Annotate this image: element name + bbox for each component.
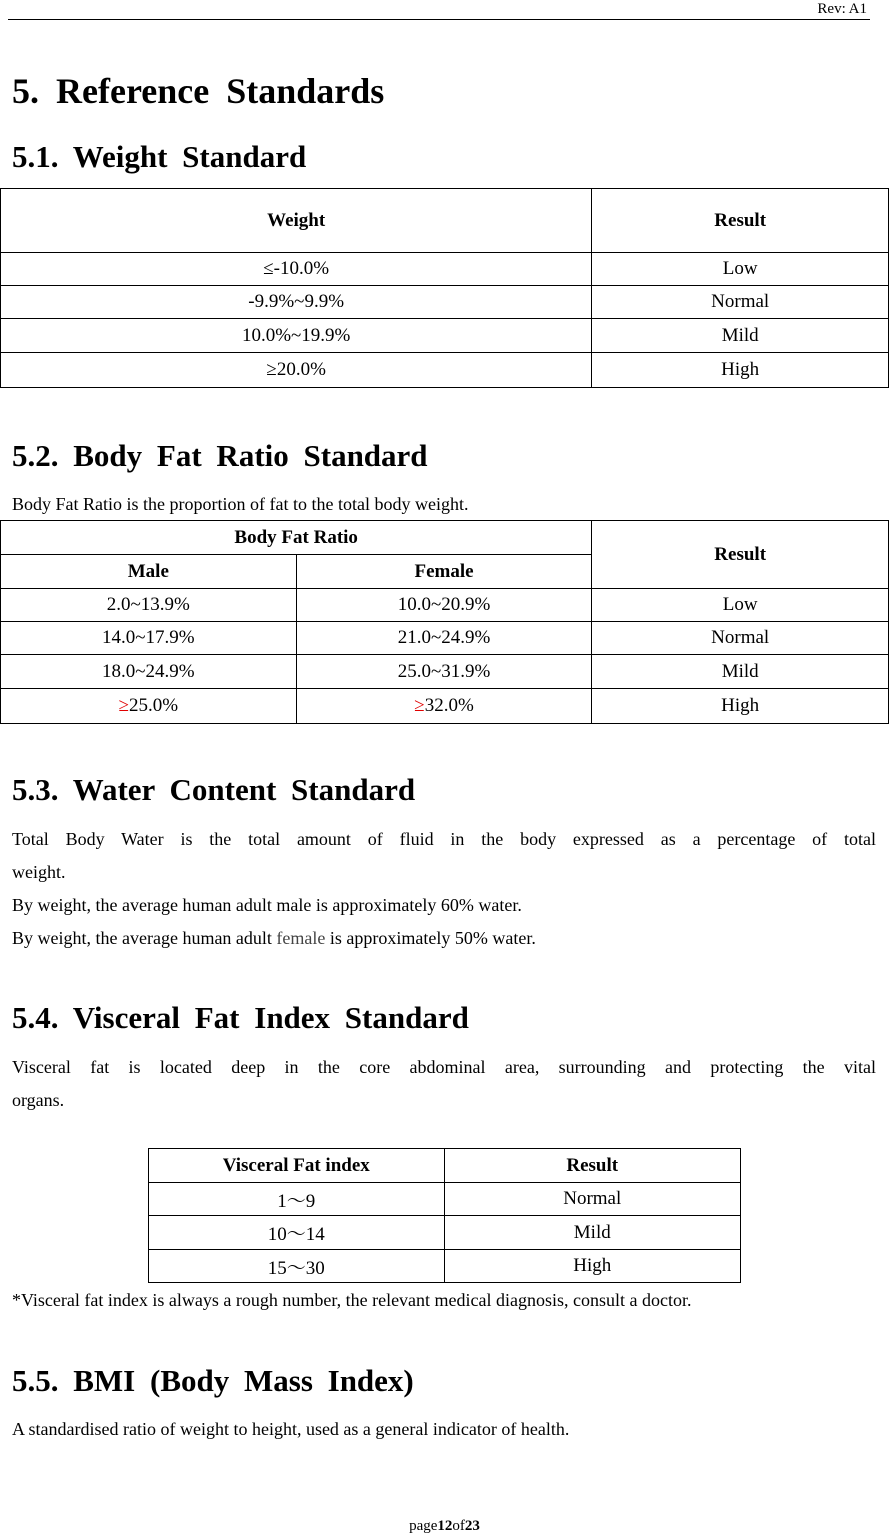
result-cell: High <box>592 353 889 388</box>
water-description-line: weight. <box>12 862 66 882</box>
gte-symbol: ≥ <box>414 695 425 716</box>
bodyfat-description: Body Fat Ratio is the proportion of fat to the total body weight. <box>12 494 469 514</box>
table-header-row <box>149 1149 741 1183</box>
result-cell: Mild <box>592 319 889 353</box>
weight-range-cell: 10.0%~19.9% <box>1 319 592 353</box>
weight-range-cell: ≤-10.0% <box>1 253 592 286</box>
table-row <box>1 353 889 388</box>
weight-standard-title: 5.1. Weight Standard <box>12 139 307 174</box>
male-high-value: 25.0% <box>129 695 179 716</box>
table-row <box>149 1250 741 1283</box>
total-pages: 23 <box>464 1518 480 1534</box>
result-cell: Normal <box>444 1183 741 1216</box>
visceral-table <box>148 1148 741 1283</box>
female-range-cell: 25.0~31.9% <box>296 655 592 689</box>
bmi-standard-title: 5.5. BMI (Body Mass Index) <box>12 1363 414 1398</box>
visceral-index-column-header: Visceral Fat index <box>149 1149 445 1183</box>
current-page: 12 <box>437 1518 453 1534</box>
result-cell: Low <box>592 589 889 622</box>
result-column-header: Result <box>592 521 889 589</box>
male-range-cell: 14.0~17.9% <box>1 622 297 655</box>
visceral-index-cell: 1～9 <box>149 1183 445 1216</box>
result-cell: Mild <box>592 655 889 689</box>
male-range-cell <box>1 689 297 724</box>
result-cell: High <box>592 689 889 724</box>
of-word: of <box>452 1518 465 1534</box>
weight-table <box>0 188 889 388</box>
weight-column-header: Weight <box>1 189 592 253</box>
page-word: page <box>409 1518 438 1534</box>
result-column-header: Result <box>444 1149 741 1183</box>
table-row <box>1 589 889 622</box>
female-high-value: 32.0% <box>424 695 474 716</box>
bodyfat-table <box>0 520 889 724</box>
water-female-suffix: is approximately 50% water. <box>325 928 536 948</box>
section-title: 5. Reference Standards <box>12 71 385 111</box>
table-row <box>1 689 889 724</box>
header-rule <box>8 19 870 20</box>
table-row <box>149 1183 741 1216</box>
table-row <box>1 622 889 655</box>
revision-label: Rev: A1 <box>817 1 867 17</box>
male-range-cell: 2.0~13.9% <box>1 589 297 622</box>
visceral-description-line: organs. <box>12 1090 65 1110</box>
result-column-header: Result <box>592 189 889 253</box>
water-female-line <box>12 927 536 949</box>
female-highlight: female <box>276 928 326 948</box>
result-cell: Normal <box>592 286 889 319</box>
page-number <box>0 1517 889 1535</box>
table-row <box>1 253 889 286</box>
result-cell: Normal <box>592 622 889 655</box>
visceral-index-cell: 10～14 <box>149 1216 445 1250</box>
gte-symbol: ≥ <box>118 695 130 716</box>
male-range-cell: 18.0~24.9% <box>1 655 297 689</box>
water-standard-title: 5.3. Water Content Standard <box>12 772 416 807</box>
male-column-header: Male <box>1 555 297 589</box>
visceral-index-cell: 15～30 <box>149 1250 445 1283</box>
bodyfat-standard-title: 5.2. Body Fat Ratio Standard <box>12 438 428 473</box>
visceral-note: *Visceral fat index is always a rough number, the relevant medical diagnosis, consult a doctor. <box>12 1290 692 1310</box>
bmi-description: A standardised ratio of weight to height, used as a general indicator of health. <box>12 1419 570 1439</box>
water-female-prefix: By weight, the average human adult <box>12 928 277 948</box>
water-description-line: Total Body Water is the total amount of fluid in the body expressed as a percentage of total <box>12 829 876 849</box>
table-row <box>1 319 889 353</box>
visceral-standard-title: 5.4. Visceral Fat Index Standard <box>12 1000 469 1035</box>
weight-range-cell: -9.9%~9.9% <box>1 286 592 319</box>
female-range-cell: 21.0~24.9% <box>296 622 592 655</box>
table-header-row <box>1 521 889 555</box>
female-column-header: Female <box>296 555 592 589</box>
water-male-line: By weight, the average human adult male is approximately 60% water. <box>12 895 522 915</box>
table-row <box>149 1216 741 1250</box>
result-cell: High <box>444 1250 741 1283</box>
visceral-description-line: Visceral fat is located deep in the core abdominal area, surrounding and protecting the vital <box>12 1057 876 1077</box>
female-range-cell: 10.0~20.9% <box>296 589 592 622</box>
table-row <box>1 286 889 319</box>
result-cell: Mild <box>444 1216 741 1250</box>
result-cell: Low <box>592 253 889 286</box>
female-range-cell <box>296 689 592 724</box>
bodyfat-group-header: Body Fat Ratio <box>1 521 592 555</box>
table-header-row <box>1 189 889 253</box>
weight-range-cell: ≥20.0% <box>1 353 592 388</box>
table-row <box>1 655 889 689</box>
